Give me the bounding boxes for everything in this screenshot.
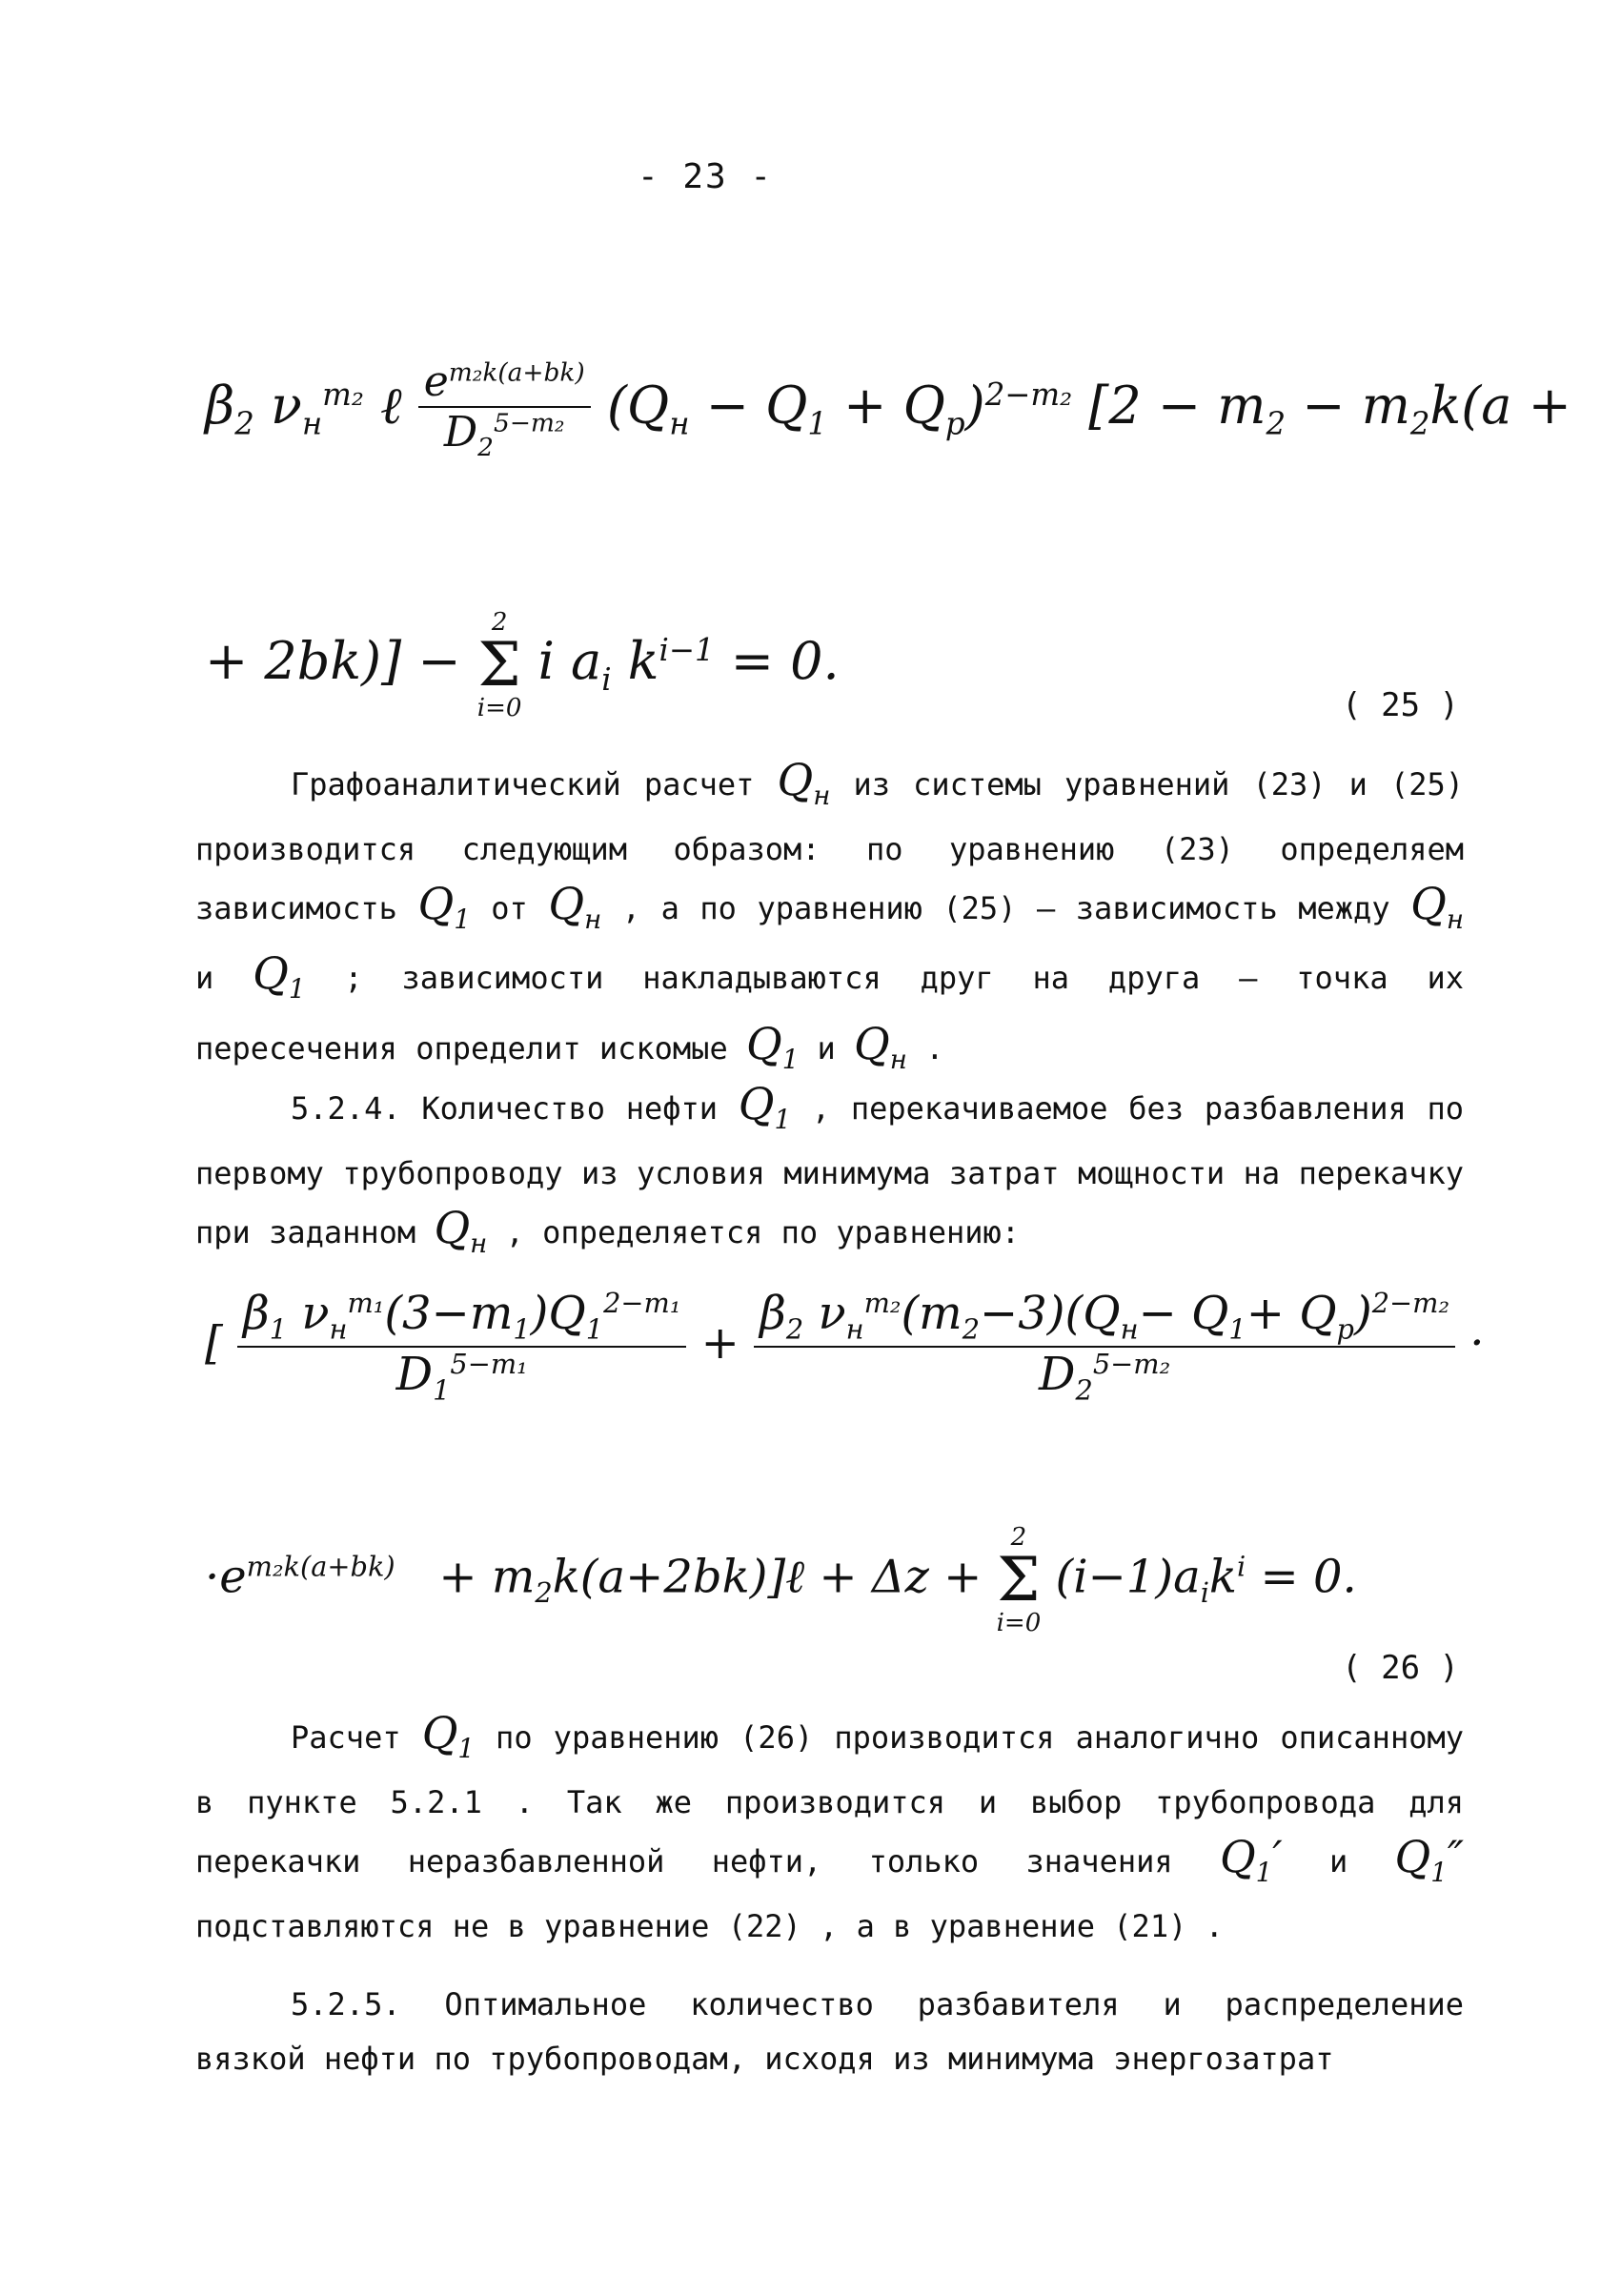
formula-26-line-2: $\cdot e^{m_2k(a+bk)}$ + $m_2k(a+2bk)]\ell + \Delta z$ + 2 Σ i=0 $(i-1)a_ik^i = 0$. (205, 1523, 1357, 1637)
equation-number-26: ( 26 ) (1342, 1649, 1459, 1687)
equation-number-25: ( 25 ) (1342, 686, 1459, 724)
paragraph-calc-q1: Расчет $Q_1$ по уравнению (26) производится аналогично описанному в пункте 5.2.1 . Так же производится и выбор трубопровода для перекачки неразбавленной нефти, только значения $Q_1'$ и $Q_1''$ подставляются не в уравнение (22) , а в уравнение (21) . (195, 1707, 1465, 1945)
paragraph-graphoanalytic: Графоаналитический расчет $Q_н$ из системы уравнений (23) и (25) производится следующим образом: по уравнению (23) определяем зависимость $Q_1$ от $Q_н$ , а по уравнению (25) – зависимость между $Q_н$ и $Q_1$ ; зависимости накладываются друг на друга – точка их пересечения определит искомые $Q_1$ и $Q_н$ . (195, 754, 1465, 1075)
formula-26-line-1: [ $\frac{\beta_1 \nu_н^{m_1}(3-m_1)Q_1^{2-m_1}}{D_1^{5-m_1}}$ + $\frac{\beta_2 \nu_н^{m_2}(m_2-3)(Q_н- Q_1+ Q_р)^{2-m_2}}{D_2^{5-m_2}}$ · (205, 1287, 1485, 1407)
formula-25-line-1: $\beta_2$ $\nu_н^{m_2}$ ℓ $\frac{e^{m_2k(a+bk)}}{D_2^{5-m_2}}$ $(Q_н - Q_1 + Q_р)^{2-m_2}$ [$2 - m_2 - m_2k(a$ + (205, 357, 1571, 462)
paragraph-5-2-4: 5.2.4. Количество нефти $Q_1$ , перекачиваемое без разбавления по первому трубопроводу из условия минимума затрат мощности на перекачку при заданном $Q_н$ , определяется по уравнению: (195, 1078, 1465, 1260)
paragraph-5-2-5: 5.2.5. Оптимальное количество разбавителя и распределение вязкой нефти по трубопроводам, исходя из минимума энергозатрат (195, 1986, 1464, 2077)
formula-25-line-2: + 2bk)] − 2 Σ i=0 i $a_i$ $k^{i-1} = 0$. (205, 608, 840, 722)
page-number: - 23 - (637, 157, 774, 196)
